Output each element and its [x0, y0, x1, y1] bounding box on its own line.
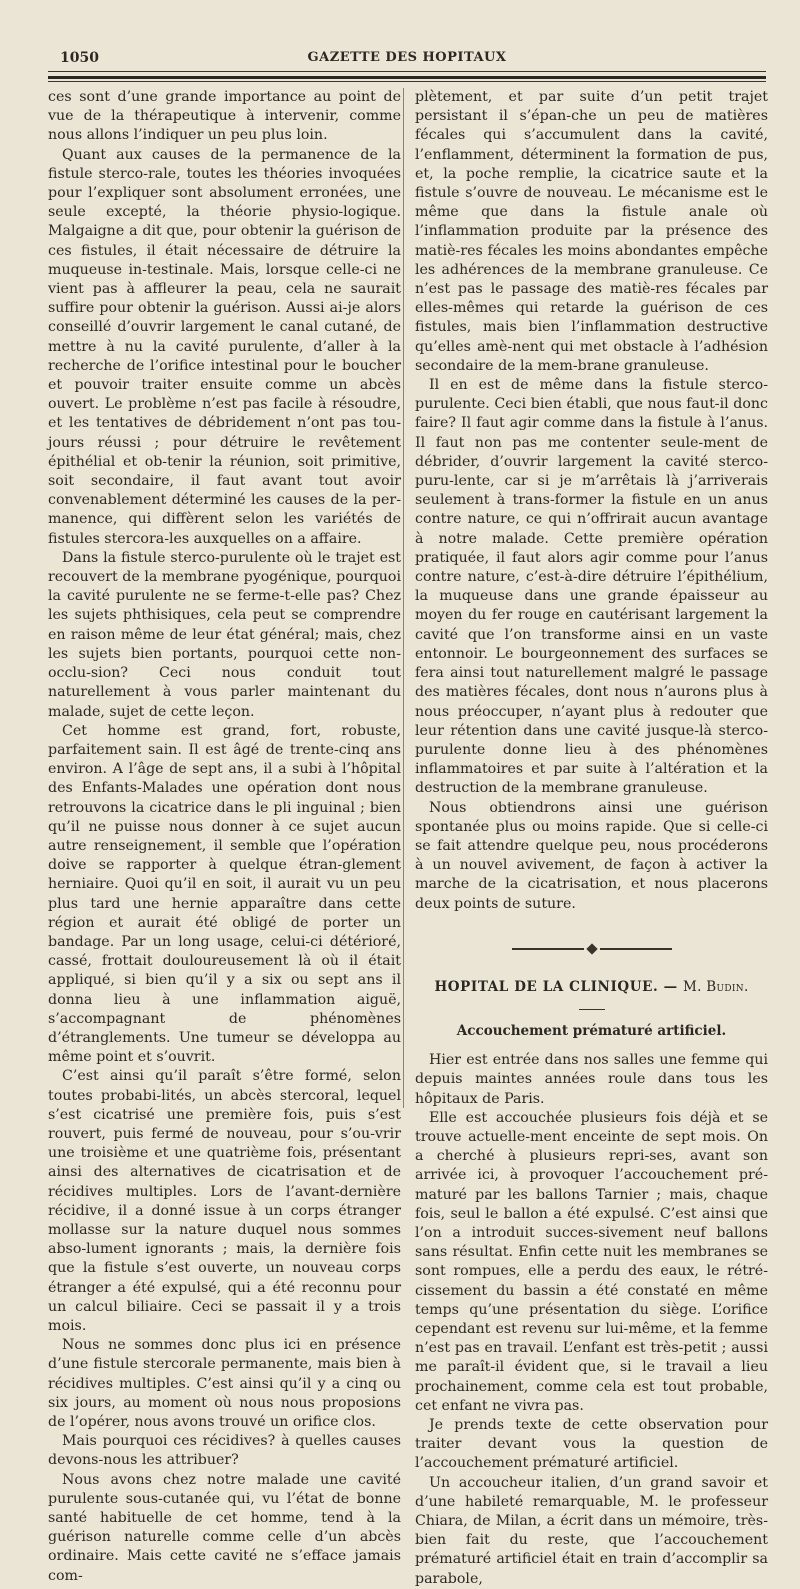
header-rule-thick	[48, 76, 766, 79]
paragraph: Je prends texte de cette observation pour traiter devant vous la question de l’accouchement prématuré artificiel.	[415, 1417, 768, 1472]
page-number: 1050	[60, 50, 99, 66]
running-title: GAZETTE DES HOPITAUX	[307, 50, 507, 65]
paragraph: Il en est de même dans la fistule sterco-purulente. Ceci bien établi, que nous faut-il donc faire? Il faut agir comme dans la fistule à l’anus. Il faut non pas me contenter seule-ment de débrider, d’ouvrir largement la cavité sterco-puru-lente, car si je m’arrêtais là j’arriverais seulement à trans-former la fistule en un anus contre nature, ce qui n’offrirait aucun avantage à notre malade. Cette première opération pratiquée, il faut alors agir comme pour l’anus contre nature, c’est-à-dire détruire l’épithélium, la muqueuse dans une grande épaisseur au moyen du fer rouge en cautérisant largement la cavité que l’on transforme ainsi en un vaste entonnoir. Le bourgeonnement des surfaces se fera ainsi tout naturellement malgré le passage des matières fécales, dont nous n’aurons plus à nous préoccuper, n’ayant plus à redouter que leur rétention dans une cavité jusque-là sterco-purulente donne lieu à des phénomènes inflammatoires et par suite à l’altération et la destruction de la membrane granuleuse.	[415, 377, 768, 797]
paragraph: ces sont d’une grande importance au point de vue de la thérapeutique à intervenir, comme nous allons l’indiquer un peu plus loin.	[48, 89, 401, 144]
paragraph: Mais pourquoi ces récidives? à quelles causes devons-nous les attribuer?	[48, 1433, 401, 1469]
paragraph: Cet homme est grand, fort, robuste, parfaitement sain. Il est âgé de trente-cinq ans environ. A l’âge de sept ans, il a subi à l’hôpital des Enfants-Malades une opération dont nous retrouvons la cicatrice dans le pli inguinal ; bien qu’il ne puisse nous donner à ce sujet aucun autre renseignement, il semble que l’opération doive se rapporter à quelque étran-glement herniaire. Quoi qu’il en soit, il aurait vu un peu plus tard une hernie apparaître dans cette région et aurait été obligé de porter un bandage. Par un long usage, celui-ci détérioré, cassé, frottait douloureusement là où il était appliqué, si bien qu’il y a six ou sept ans il donna lieu à une inflammation aiguë, s’accompagnant de phénomènes d’étranglements. Une tumeur se développa au même point et s’ouvrit.	[48, 722, 401, 1066]
short-rule	[579, 1009, 605, 1010]
paragraph: Dans la fistule sterco-purulente où le trajet est recouvert de la membrane pyogénique, pourquoi la cavité purulente ne se ferme-t-elle pas? Chez les sujets phthisiques, cela peut se comprendre en raison même de leur état général; mais, chez les sujets bien portants, pourquoi cette non-occlu-sion? Ceci nous conduit tout naturellement à vous parler maintenant du malade, sujet de cette leçon.	[48, 549, 401, 720]
paragraph: Elle est accouchée plusieurs fois déjà et se trouve actuelle-ment enceinte de sept mois. On a cherché à plusieurs repri-ses, avant son arrivée ici, à provoquer l’accouchement pré-maturé par les ballons Tarnier ; mais, chaque fois, seul le ballon a été expulsé. C’est ainsi que l’on a introduit succes-sivement neuf ballons sans résultat. Enfin cette nuit les membranes se sont rompues, elle a perdu des eaux, le rétré-cissement du bassin a été constaté en même temps qu’une présentation du siège. L’orifice cependant est revenu sur lui-même, et la femme n’est pas en travail. L’enfant est très-petit ; aussi me paraît-il évident que, si le travail a lieu prochainement, comme cela est tout probable, cet enfant ne vivra pas.	[415, 1109, 768, 1414]
paragraph: Hier est entrée dans nos salles une femme qui depuis maintes années roule dans tous les hôpitaux de Paris.	[415, 1052, 768, 1107]
header-rule-top	[48, 71, 766, 72]
paragraph: Nous ne sommes donc plus ici en présence d’une fistule stercorale permanente, mais bien à récidives multiples. C’est ainsi qu’il y a cinq ou six jours, au moment où nous nous proposions de l’opérer, nous avons trouvé un orifice clos.	[48, 1337, 401, 1431]
left-column	[48, 88, 401, 1586]
paragraph: C’est ainsi qu’il paraît s’être formé, selon toutes probabi-lités, un abcès stercoral, lequel s’est cicatrisé une première fois, puis s’est rouvert, puis fermé de nouveau, pour s’ou-vrir une troisième et une quatrième fois, présentant ainsi des alternatives de cicatrisation et de récidives multiples. Lors de l’avant-dernière récidive, il a donné issue à un corps étranger mollasse sur la nature duquel nous sommes abso-lument ignorants ; mais, la dernière fois que la fistule s’est ouverte, un nouveau corps étranger a été expulsé, qui a été reconnu pour un calcul biliaire. Ceci se passait il y a trois mois.	[48, 1068, 401, 1334]
section-subheading: Accouchement prématuré artificiel.	[456, 1022, 727, 1039]
paragraph: Nous avons chez notre malade une cavité purulente sous-cutanée qui, vu l’état de bonne santé habituelle de cet homme, tend à la guérison naturelle comme celle d’un abcès ordinaire. Mais cette cavité ne s’efface jamais com-	[48, 1471, 401, 1584]
paragraph: Un accoucheur italien, d’un grand savoir et d’une habileté remarquable, M. le professeur Chiara, de Milan, a écrit dans un mémoire, très-bien fait du reste, que l’accouchement prématuré artificiel était en train d’accomplir sa parabole,	[415, 1474, 768, 1587]
right-column	[415, 88, 768, 1589]
page-header	[48, 50, 766, 70]
paragraph: Nous obtiendrons ainsi une guérison spontanée plus ou moins rapide. Que si celle-ci se fait attendre quelque peu, nous procéderons à un nouvel avivement, de façon à activer la marche de la cicatrisation, et nous placerons deux points de suture.	[415, 799, 768, 912]
column-divider	[403, 88, 404, 1108]
section-heading-text: HOPITAL DE LA CLINIQUE. —	[434, 978, 678, 995]
section-ornament	[512, 944, 672, 954]
section-professor: M. Budin.	[683, 978, 749, 995]
paragraph: plètement, et par suite d’un petit trajet persistant il s’épan-che un peu de matières fécales qui s’accumulent dans la cavité, l’enflamment, déterminent la formation de pus, et, la poche remplie, la cicatrice saute et la fistule s’ouvre de nouveau. Le mécanisme est le même que dans la fistule anale où l’inflammation produite par la présence des matiè-res fécales les moins abondantes empêche les adhérences de la membrane granuleuse. Ce n’est pas le passage des matiè-res fécales par elles-mêmes qui retarde la guérison de ces fistules, mais bien l’inflammation destructive qu’elles amè-nent qui met obstacle à l’adhésion secondaire de la mem-brane granuleuse.	[415, 89, 768, 374]
header-rule-bottom	[48, 81, 766, 82]
section-heading	[415, 978, 768, 997]
paragraph: Quant aux causes de la permanence de la fistule sterco-rale, toutes les théories invoquées pour l’expliquer sont absolument erronées, une seule excepté, la théorie physio-logique. Malgaigne a dit que, pour obtenir la guérison de ces fistules, il était nécessaire de détruire la muqueuse in-testinale. Mais, lorsque celle-ci ne vient pas à affleurer la peau, cela ne saurait suffire pour obtenir la guérison. Aussi ai-je alors conseillé d’ouvrir largement le canal cutané, de mettre à nu la cavité purulente, d’aller à la recherche de l’orifice intestinal pour le boucher et pouvoir traiter ensuite comme un abcès ouvert. Le problème n’est pas facile à résoudre, et les tentatives de débridement n’ont pas tou-jours réussi ; pour détruire le revêtement épithélial et ob-tenir la réunion, soit primitive, soit secondaire, il faut avant tout avoir convenablement déterminé les causes de la per-manence, qui diffèrent selon les variétés de fistules stercora-les auxquelles on a affaire.	[48, 146, 401, 547]
